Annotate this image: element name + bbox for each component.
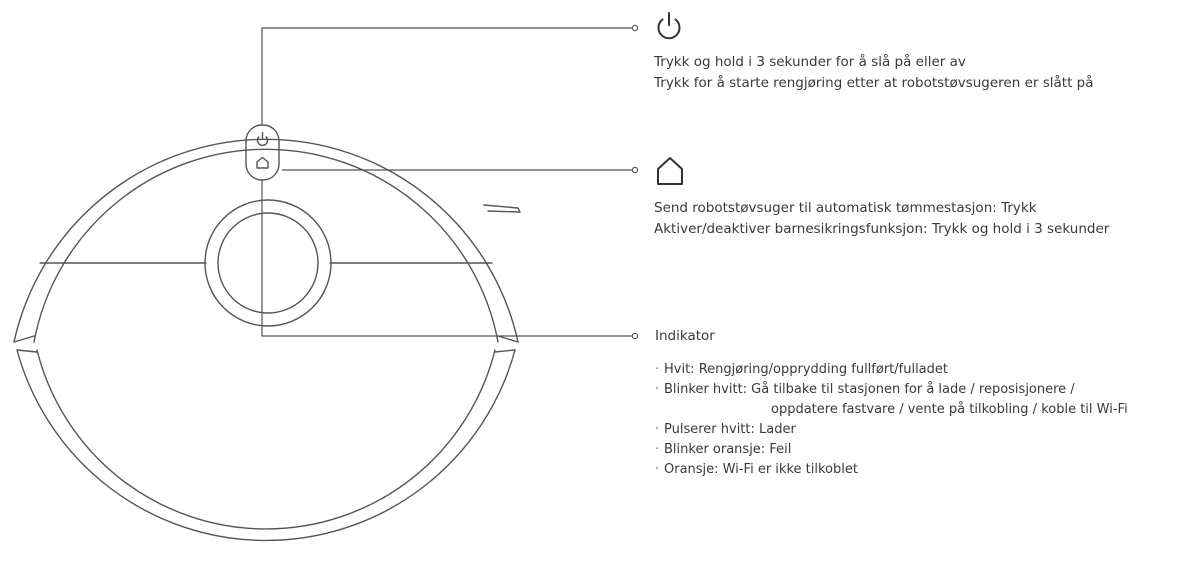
home-line-2: Aktiver/deaktiver barnesikringsfunksjon: Trykk og hold i 3 sekunder [654, 221, 1110, 237]
robot-lower-inner-arc [37, 350, 495, 529]
indicator-title: Indikator [655, 328, 715, 344]
indicator-list [655, 360, 1128, 480]
indicator-item: · Oransje: Wi-Fi er ikke tilkoblet [655, 460, 1128, 480]
side-brush [484, 205, 520, 212]
home-line-1: Send robotstøvsuger til automatisk tømmestasjon: Trykk [654, 200, 1037, 216]
laser-tower-inner [218, 213, 318, 313]
laser-tower-outer [205, 200, 331, 326]
indicator-item: · Blinker hvitt: Gå tilbake til stasjonen for å lade / reposisjonere / oppdatere fastvare / vente på tilkobling / koble til Wi-Fi [655, 380, 1128, 420]
indicator-item: · Blinker oransje: Feil [655, 440, 1128, 460]
robot-left-notch [14, 336, 37, 352]
home-description [654, 198, 1109, 240]
indicator-item: · Hvit: Rengjøring/opprydding fullført/fulladet [655, 360, 1128, 380]
robot-right-notch [495, 336, 518, 352]
panel-home-icon [257, 158, 268, 169]
power-line-2: Trykk for å starte rengjøring etter at robotstøvsugeren er slått på [654, 75, 1094, 91]
robot-lower-outer-arc [17, 350, 515, 540]
power-line-1: Trykk og hold i 3 sekunder for å slå på eller av [654, 54, 966, 70]
power-icon [654, 10, 684, 42]
power-leader-line [262, 28, 632, 125]
indicator-item: · Pulserer hvitt: Lader [655, 420, 1128, 440]
power-description [654, 52, 1094, 94]
home-icon [654, 154, 686, 186]
